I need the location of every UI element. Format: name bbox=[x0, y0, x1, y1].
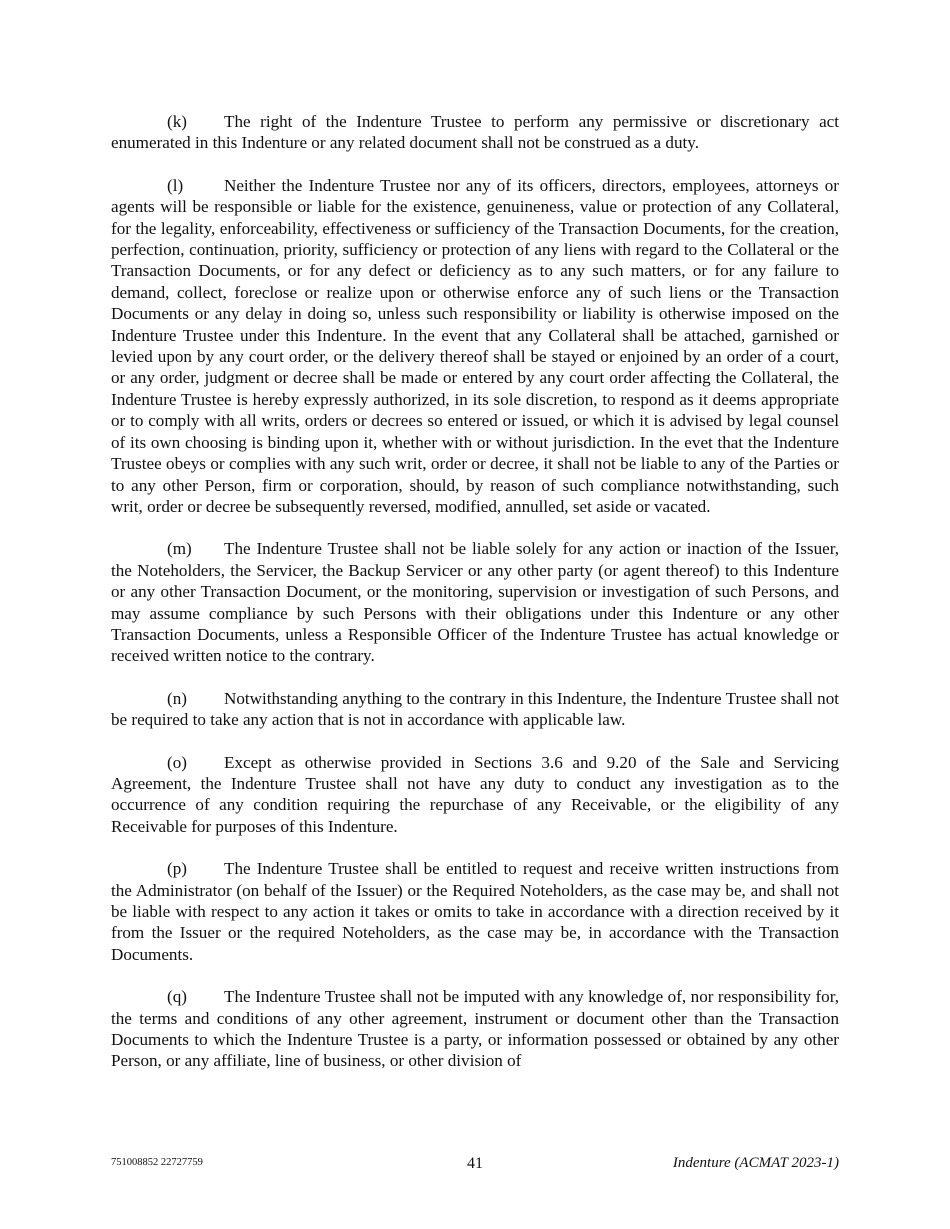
paragraph-l bbox=[111, 175, 839, 518]
paragraph-text: The Indenture Trustee shall not be imputed with any knowledge of, nor responsibility for, the terms and conditions of any other agreement, instrument or document other than the Transaction Documents to which the Indenture Trustee is a party, or information possessed or obtained by any other Person, or any affiliate, line of business, or other division of bbox=[111, 987, 839, 1071]
paragraph-label: (m) bbox=[167, 539, 192, 559]
paragraph-text: The right of the Indenture Trustee to perform any permissive or discretionary act enumerated in this Indenture or any related document shall not be construed as a duty. bbox=[111, 112, 839, 153]
paragraph-k bbox=[111, 111, 839, 154]
paragraph-m bbox=[111, 538, 839, 666]
paragraph-label: (n) bbox=[167, 688, 187, 708]
paragraph-label: (q) bbox=[167, 987, 187, 1007]
paragraph-label: (k) bbox=[167, 112, 187, 131]
paragraph-n bbox=[111, 688, 839, 731]
paragraph-text: Notwithstanding anything to the contrary in this Indenture, the Indenture Trustee shall not be required to take any action that is not in accordance with applicable law. bbox=[111, 688, 839, 730]
footer-doc-title: Indenture (ACMAT 2023-1) bbox=[672, 1155, 839, 1171]
footer-doc-id: 751008852 22727759 bbox=[111, 1157, 203, 1168]
paragraph-text: Neither the Indenture Trustee nor any of its officers, directors, employees, attorneys or agents will be responsible or liable for the existence, genuineness, value or protection of any Collateral, for the legality, enforceability, effectiveness or sufficiency of the Transaction Documents, for the creation, perfection, continuation, priority, sufficiency or protection of any liens with regard to the Collateral or the Transaction Documents, or for any defect or deficiency as to any such matters, or for any failure to demand, collect, foreclose or realize upon or otherwise enforce any of such liens or the Transaction Documents or any delay in doing so, unless such responsibility or liability is otherwise imposed on the Indenture Trustee under this Indenture. In the event that any Collateral shall be attached, garnished or levied upon by any court order, or the delivery thereof shall be stayed or enjoined by an order of a court, or any order, judgment or decree shall be made or entered by any court order affecting the Collateral, the Indenture Trustee is hereby expressly authorized, in its sole discretion, to respond as it deems appropriate or to comply with all writs, orders or decrees so entered or issued, or which it is advised by legal counsel of its own choosing is binding upon it, whether with or without jurisdiction. In the evet that the Indenture Trustee obeys or complies with any such writ, order or decree, it shall not be liable to any of the Parties or to any other Person, firm or corporation, should, by reason of such compliance notwithstanding, such writ, order or decree be subsequently reversed, modified, annulled, set aside or vacated. bbox=[111, 175, 839, 516]
paragraph-text: The Indenture Trustee shall not be liable solely for any action or inaction of the Issuer, the Noteholders, the Servicer, the Backup Servicer or any other party (or agent thereof) to this Indenture or any other Transaction Document, or the monitoring, supervision or investigation of such Persons, and may assume compliance by such Persons with their obligations under this Indenture or any other Transaction Documents, unless a Responsible Officer of the Indenture Trustee has actual knowledge or received written notice to the contrary. bbox=[111, 539, 839, 666]
paragraph-text: Except as otherwise provided in Sections 3.6 and 9.20 of the Sale and Servicing Agreement, the Indenture Trustee shall not have any duty to conduct any investigation as to the occurrence of any condition requiring the repurchase of any Receivable, or the eligibility of any Receivable for purposes of this Indenture. bbox=[111, 752, 839, 836]
paragraph-label: (o) bbox=[167, 752, 187, 772]
paragraph-q bbox=[111, 986, 839, 1072]
paragraph-o bbox=[111, 752, 839, 838]
footer-page-number: 41 bbox=[467, 1155, 483, 1172]
paragraph-p bbox=[111, 858, 839, 965]
document-body bbox=[111, 111, 839, 1093]
paragraph-text: The Indenture Trustee shall be entitled to request and receive written instructions from the Administrator (on behalf of the Issuer) or the Required Noteholders, as the case may be, and shall not be liable with respect to any action it takes or omits to take in accordance with a direction received by it from the Issuer or the required Noteholders, as the case may be, in accordance with the Transaction Documents. bbox=[111, 859, 839, 964]
paragraph-label: (p) bbox=[167, 859, 187, 879]
paragraph-label: (l) bbox=[167, 175, 184, 195]
